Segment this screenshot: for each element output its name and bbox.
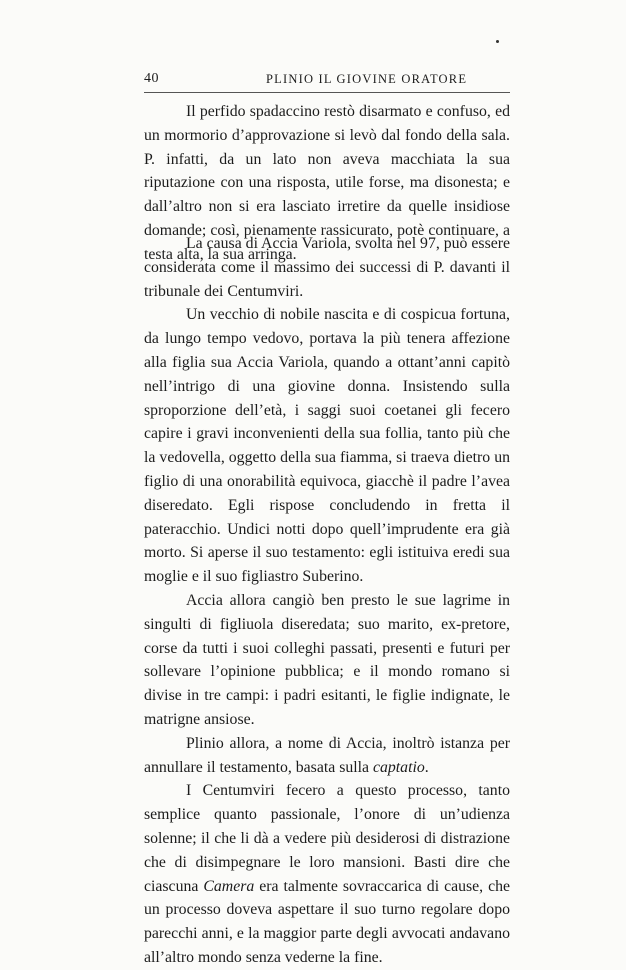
paragraph-1: Il perfido spadaccino restò disarmato e confuso, ed un mormorio d’approvazione si levò dal fondo della sala. P. infatti, da un lato non aveva macchiata la sua riputazione con una risposta, utile forse, ma disonesta; e dall’altro non si era lasciato irretire da quelle insidiose domande; così, pienamente rassicurato, potè continuare, a testa alta, la sua arringa. — [144, 103, 510, 263]
paragraph-5-emphasis: captatio — [372, 758, 425, 776]
paragraph-5-text: Plinio allora, a nome di Accia, inoltrò istanza per annullare il testamento, basata sulla — [144, 734, 510, 776]
paragraph-6-end: era talmente sovraccarica di cause, che un processo doveva aspettare il suo turno regolare dopo parecchi anni, e la maggior parte degli avvocati andavano all’altro mondo senza vederne la fine. — [144, 877, 510, 966]
paragraph-3: Un vecchio di nobile nascita e di cospicua fortuna, da lungo tempo vedovo, portava la più tenera affezione alla figlia sua Accia Variola, quando a ottant’anni capitò nell’intrigo di una giovine donna. Insistendo sulla sproporzione dell’età, i saggi suoi coetanei gli fecero capire i gravi inconvenienti della sua follia, tanto più che la vedovella, oggetto della sua fiamma, si traeva dietro un figlio di una onorabilità equivoca, giacchè il padre l’avea diseredato. Egli rispose concludendo in fretta il pateracchio. Undici notti dopo quell’imprudente era già morto. Si aperse il suo testamento: egli istituiva eredi sua moglie e il suo figliastro Suberino. — [144, 306, 510, 586]
paragraph-6-emphasis: Camera — [203, 877, 255, 895]
paragraph-2: La causa di Accia Variola, svolta nel 97, può essere considerata come il massimo dei successi di P. davanti il tribunale dei Centumviri. — [144, 235, 510, 300]
page-header — [0, 71, 626, 89]
paragraph-6 — [144, 779, 510, 969]
paragraph-6-text: I Centumviri fecero a questo processo, tanto semplice quanto passionale, l’onore di un’udienza solenne; il che li dà a vedere più desiderosi di distrazione che di disimpegnare le loro mansioni. Basti dire che ciascuna — [144, 782, 510, 895]
scan-speck — [496, 40, 499, 43]
text-block-second — [144, 232, 510, 970]
page-number: 40 — [144, 71, 159, 86]
paragraph-5 — [144, 732, 510, 780]
paragraph-4: Accia allora cangiò ben presto le sue lagrime in singulti di figliuola diseredata; suo marito, ex-pretore, corse da tutti i suoi colleghi passati, presenti e futuri per sollevare l’opinione pubblica; e il mondo romano si divise in tre campi: i padri esitanti, le figlie indignate, le matrigne ansiose. — [144, 591, 510, 728]
paragraph-5-end: . — [424, 758, 429, 776]
header-rule — [144, 92, 510, 93]
running-title: PLINIO IL GIOVINE ORATORE — [266, 72, 468, 86]
